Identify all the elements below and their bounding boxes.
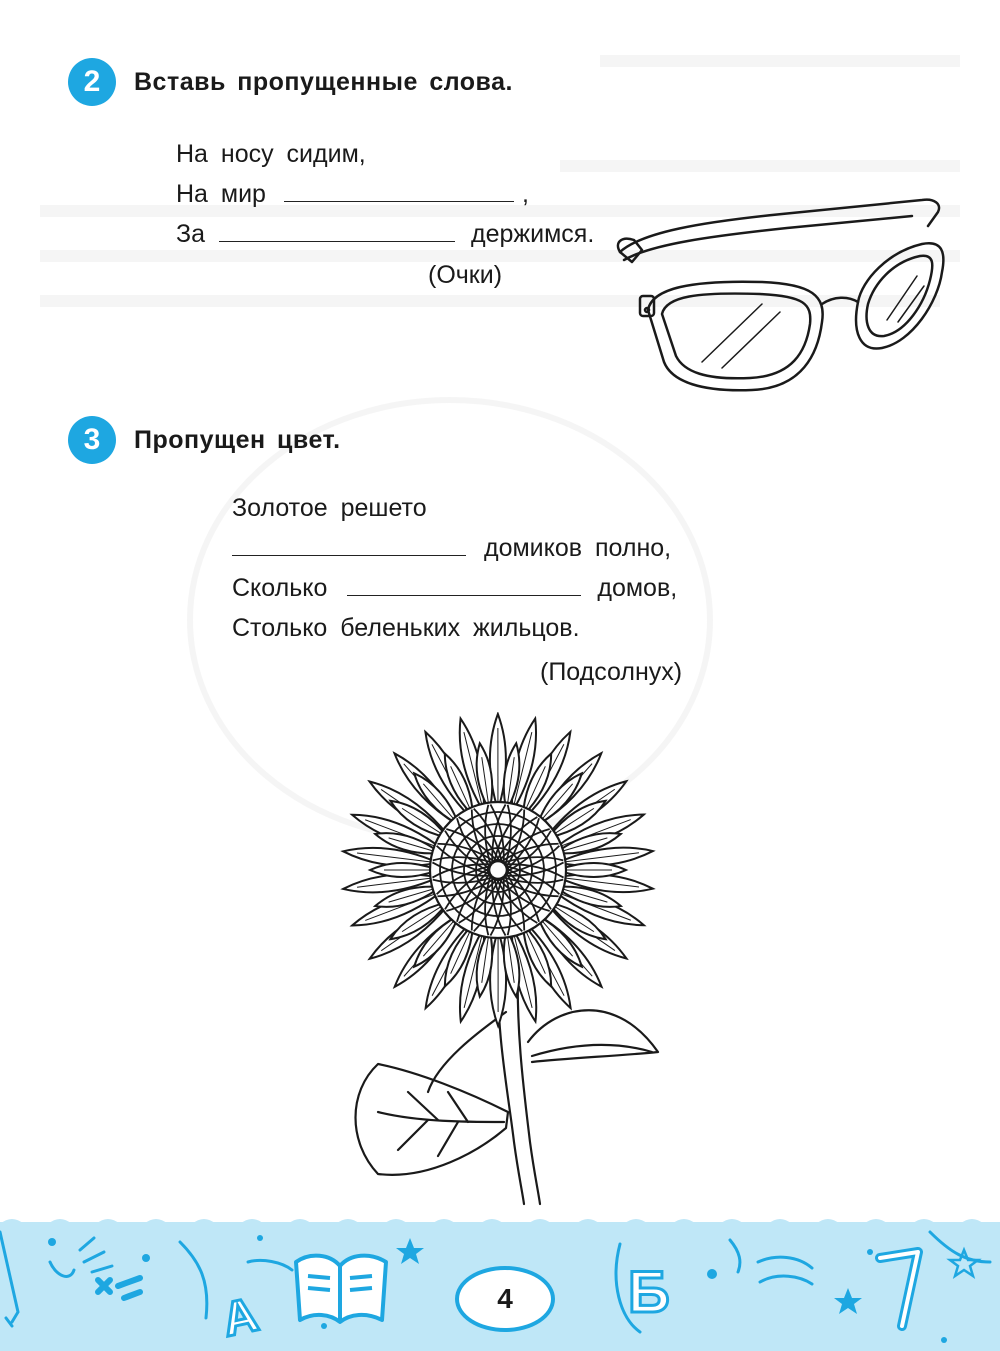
riddle-answer: (Подсолнух) — [540, 658, 683, 686]
sunflower-illustration — [318, 712, 678, 1208]
footer-letter-b: Б — [628, 1260, 670, 1325]
answer-blank[interactable] — [232, 531, 466, 556]
answer-blank[interactable] — [347, 571, 581, 596]
verse-line: За держимся. — [176, 214, 594, 254]
verse-line: Сколько домов, — [232, 568, 677, 608]
task-title: Пропущен цвет. — [134, 426, 341, 454]
verse-line: На мир , — [176, 174, 594, 214]
riddle-verse — [176, 134, 594, 254]
task-number-badge — [68, 58, 116, 106]
footer-letter-a: А — [217, 1288, 263, 1348]
riddle-verse — [232, 488, 677, 648]
task-number: 2 — [83, 65, 101, 98]
answer-blank[interactable] — [219, 217, 455, 242]
task-title: Вставь пропущенные слова. — [134, 68, 513, 96]
page-number: 4 — [497, 1283, 513, 1314]
page-number-badge — [455, 1266, 555, 1332]
task-number: 3 — [83, 423, 101, 456]
verse-line: Столько беленьких жильцов. — [232, 614, 580, 642]
verse-line: домиков полно, — [232, 528, 677, 568]
task-number-badge — [68, 416, 116, 464]
glasses-illustration — [612, 192, 948, 402]
verse-line: На носу сидим, — [176, 140, 366, 168]
riddle-answer: (Очки) — [428, 261, 503, 289]
answer-blank[interactable] — [284, 177, 514, 202]
verse-line: Золотое решето — [232, 494, 427, 522]
